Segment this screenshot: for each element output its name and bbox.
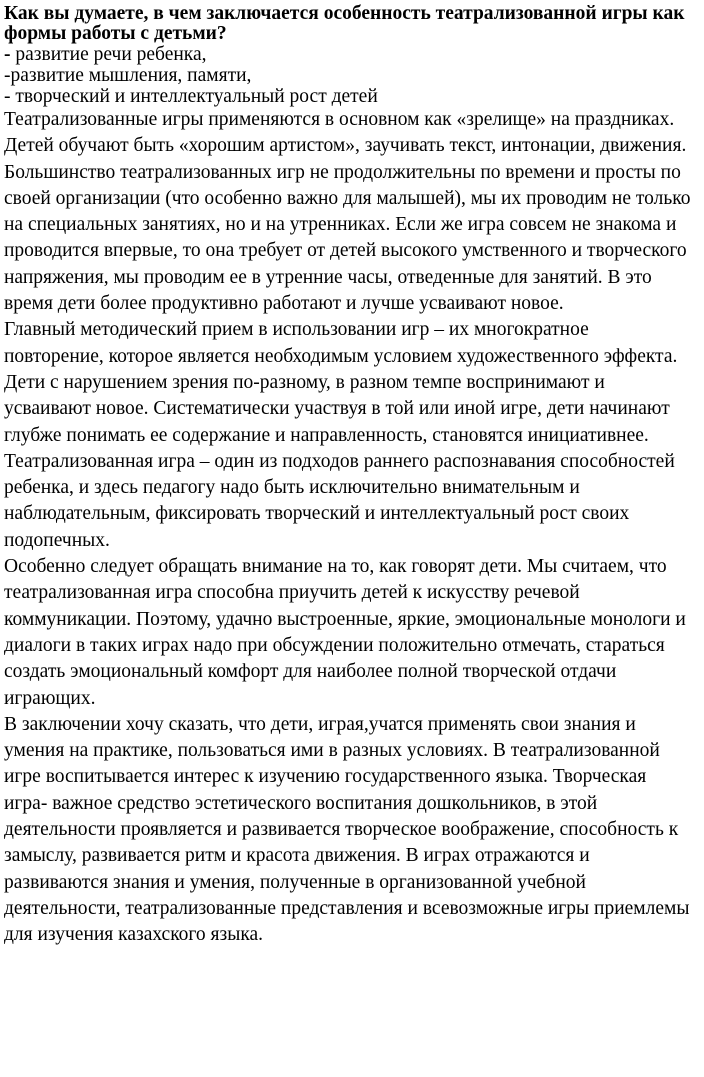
text-line: Главный методический прием в использовании игр – их многократное [4, 319, 589, 341]
text-line: игра- важное средство эстетического воспитания дошкольников, в этой [4, 792, 598, 814]
text-line: играющих. [4, 687, 96, 709]
text-line: замыслу, развивается ритм и красота движения. В играх отражаются и [4, 845, 590, 867]
answer-list [4, 44, 704, 107]
list-dash: - [4, 44, 11, 65]
text-line: Особенно следует обращать внимание на то, как говорят дети. Мы считаем, что [4, 556, 667, 578]
text-line: Большинство театрализованных игр не продолжительны по времени и просты по [4, 161, 681, 183]
text-line: на специальных занятиях, но и на утренниках. Если же игра совсем не знакома и [4, 214, 677, 236]
text-line: Театрализованная игра – один из подходов раннего распознавания способностей [4, 450, 675, 472]
text-line: усваивают новое. Систематически участвуя в той или иной игре, дети начинают [4, 398, 670, 420]
text-line: напряжения, мы проводим ее в утренние часы, отведенные для занятий. В это [4, 266, 652, 288]
text-line: В заключении хочу сказать, что дети, играя,учатся применять свои знания и [4, 713, 636, 735]
text-line: Детей обучают быть «хорошим артистом», заучивать текст, интонации, движения. [4, 135, 687, 157]
text-line: создать эмоциональный комфорт для наиболее полной творческой отдачи [4, 661, 617, 683]
text-line: подопечных. [4, 529, 110, 551]
text-line: проводится впервые, то она требует от детей высокого умственного и творческого [4, 240, 687, 262]
answer-list-item: - развитие речи ребенка, [4, 44, 207, 65]
text-line: развиваются знания и умения, полученные в организованной учебной [4, 871, 586, 893]
question-line-2: формы работы с детьми? [4, 23, 227, 44]
text-line: время дети более продуктивно работают и лучше усваивают новое. [4, 293, 564, 315]
body-text [4, 107, 704, 949]
text-line: диалоги в таких играх надо при обсуждении положительно отмечать, стараться [4, 634, 665, 656]
question-heading [4, 4, 704, 44]
text-line: ребенка, и здесь педагогу надо быть исключительно внимательным и [4, 477, 580, 499]
text-line: Театрализованные игры применяются в основном как «зрелище» на праздниках. [4, 109, 675, 130]
text-line: умения на практике, пользоваться ими в разных условиях. В театрализованной [4, 740, 660, 762]
text-line: повторение, которое является необходимым условием художественного эффекта. [4, 345, 678, 367]
text-line: для изучения казахского языка. [4, 924, 264, 946]
text-line: наблюдательным, фиксировать творческий и интеллектуальный рост своих [4, 503, 630, 525]
answer-list-item: - творческий и интеллектуальный рост детей [4, 86, 378, 107]
text-line: глубже понимать ее содержание и направленность, становятся инициативнее. [4, 424, 649, 446]
text-line: игре воспитывается интерес к изучению государственного языка. Творческая [4, 766, 647, 788]
question-line-1: Как вы думаете, в чем заключается особенность театрализованной игры как [4, 3, 685, 24]
text-line: Дети с нарушением зрения по-разному, в разном темпе воспринимают и [4, 371, 605, 393]
text-line: театрализованная игра способна приучить детей к искусству речевой [4, 582, 580, 604]
text-line: своей организации (что особенно важно для малышей), мы их проводим не только [4, 187, 691, 209]
text-line: деятельности проявляется и развивается творческое воображение, способность к [4, 819, 679, 841]
text-line: деятельности, театрализованные представления и всевозможные игры приемлемы [4, 897, 690, 919]
answer-list-item: -развитие мышления, памяти, [4, 65, 252, 86]
text-line: коммуникации. Поэтому, удачно выстроенные, яркие, эмоциональные монологи и [4, 608, 686, 630]
